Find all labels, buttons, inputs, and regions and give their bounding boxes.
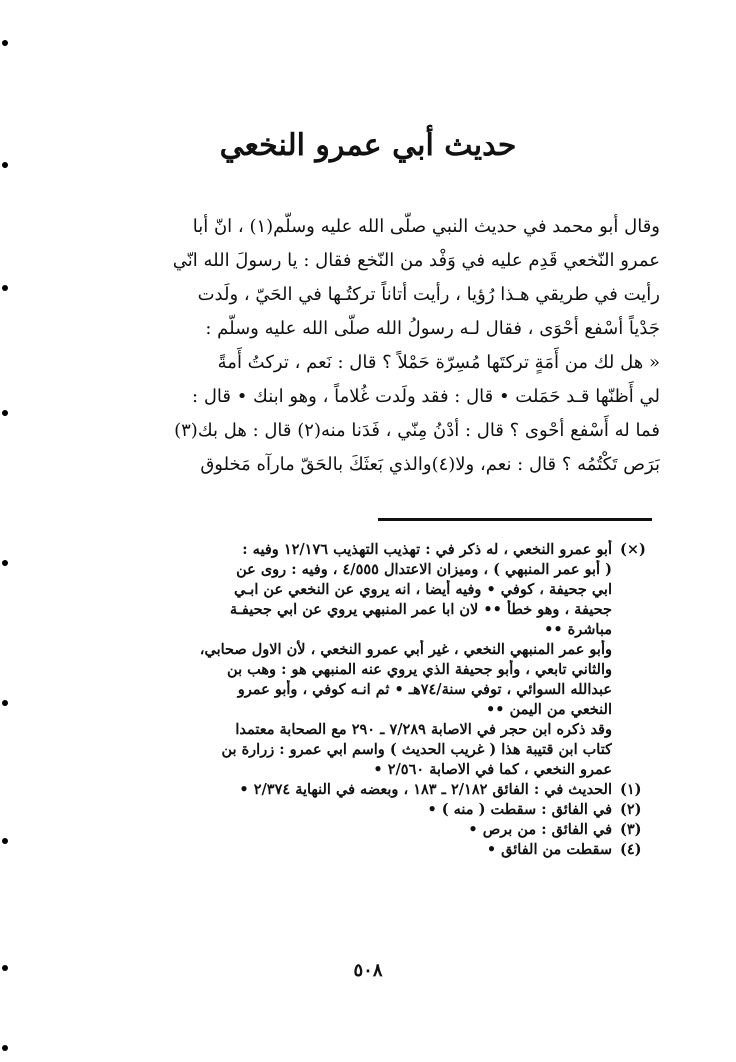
footnote xyxy=(128,540,660,780)
footnote-line: وأبو عمر المنبهي النخعي ، غير أبي عمرو النخعي ، لأن الاول صحابي، xyxy=(199,641,612,658)
footnote-line: والثاني تابعي ، وأبو جحيفة الذي يروي عنه المنبهي هو : وهب بن xyxy=(227,661,612,678)
scan-mark xyxy=(2,285,8,291)
footnote-line: عمرو النخعي ، كما في الاصابة ٢/٥٦٠ • xyxy=(373,761,612,778)
page-title: حديث أبي عمرو النخعي xyxy=(219,128,517,163)
footnote xyxy=(128,800,660,820)
scan-mark xyxy=(2,1045,8,1051)
body-line: رأيت في طريقي هـذا رُؤيا ، رأيت أتاناً تركتُـها في الحَيّ ، ولَدت xyxy=(197,284,660,305)
footnote xyxy=(128,780,660,800)
footnote-line: في الفائق : من برص • xyxy=(468,821,612,838)
footnote-line: مباشرة •• xyxy=(544,621,612,638)
body-line: عمرو النّخعي قَدِم عليه في وَفْد من النّخع فقال : يا رسولَ الله انّي xyxy=(172,250,660,271)
body-text xyxy=(120,210,660,482)
body-line: لي أَظنّها قـد حَمَلت • قال : فقد ولَدت غُلاماً ، وهو ابنك • قال : xyxy=(192,386,660,407)
footnote-line: النخعي من اليمن •• xyxy=(486,701,612,718)
footnote-marker: (٣) xyxy=(620,821,642,838)
scan-mark xyxy=(2,700,8,706)
footnote-line: عبدالله السوائي ، توفي سنة/٧٤هـ • ثم انـه كوفي ، وأبو عمرو xyxy=(237,681,612,698)
footnote-body xyxy=(128,820,620,840)
footnotes xyxy=(128,540,660,860)
scan-mark xyxy=(2,40,8,46)
footnote-body xyxy=(128,540,620,780)
footnote-line: سقطت من الفائق • xyxy=(486,841,612,858)
body-line: فما له أَسْفع أحْوى ؟ قال : أدْنُ مِنّي ، فَدَنا منه(٢) قال : هل بك(٣) xyxy=(174,420,660,441)
footnote-line: ابي جحيفة ، كوفي • وفيه أيضا ، انه يروي عن النخعي عن ابـي xyxy=(233,581,612,598)
footnote-line: وقد ذكره ابن حجر في الاصابة ٧/٢٨٩ ـ ٢٩٠ مع الصحابة معتمدا xyxy=(235,721,612,738)
scan-mark xyxy=(2,410,8,416)
footnote-marker: (٢) xyxy=(620,801,642,818)
footnote-line: كتاب ابن قتيبة هذا ( غريب الحديث ) واسم ابي عمرو : زرارة بن xyxy=(221,741,612,758)
footnote-line: أبو عمرو النخعي ، له ذكر في : تهذيب التهذيب ١٢/١٧٦ وفيه : xyxy=(242,541,612,558)
footnote xyxy=(128,840,660,860)
footnote-body xyxy=(128,780,620,800)
body-line: جَدْياً أسْفع أحْوَى ، فقال لـه رسولُ الله صلّى الله عليه وسلّم : xyxy=(205,318,660,339)
body-line: وقال أبو محمد في حديث النبي صلّى الله عليه وسلّم(١) ، انّ أبا xyxy=(192,216,660,237)
scan-mark xyxy=(2,838,8,844)
body-line: « هل لك من أَمَةٍ تركتَها مُسِرّة حَمْلاً ؟ قال : نَعم ، تركتُ أَمةً xyxy=(217,352,660,373)
page-number: ٥٠٨ xyxy=(353,960,383,981)
body-line: بَرَص تَكْتُمُه ؟ قال : نعم، ولا(٤)والذي بَعثَكَ بالحَقّ مارآه مَخلوق xyxy=(200,454,660,475)
footnote-body xyxy=(128,800,620,820)
footnote-line: ( أبو عمر المنبهي ) ، وميزان الاعتدال ٤/٥٥٥ ، وفيه : روى عن xyxy=(236,561,612,578)
footnote xyxy=(128,820,660,840)
scan-mark xyxy=(2,560,8,566)
footnote-line: الحديث في : الفائق ٢/١٨٢ ـ ١٨٣ ، وبعضه في النهاية ٢/٣٧٤ • xyxy=(239,781,612,798)
footnote-marker: (×) xyxy=(620,541,646,558)
footnote-line: في الفائق : سقطت ( منه ) • xyxy=(427,801,612,818)
footnote-marker: (١) xyxy=(620,781,642,798)
footnote-line: جحيفة ، وهو خطأ •• لان ابا عمر المنبهي يروي عن ابي جحيفـة xyxy=(229,601,612,618)
footnote-body xyxy=(128,840,620,860)
footnote-marker: (٤) xyxy=(620,841,642,858)
footnote-divider xyxy=(378,518,652,521)
